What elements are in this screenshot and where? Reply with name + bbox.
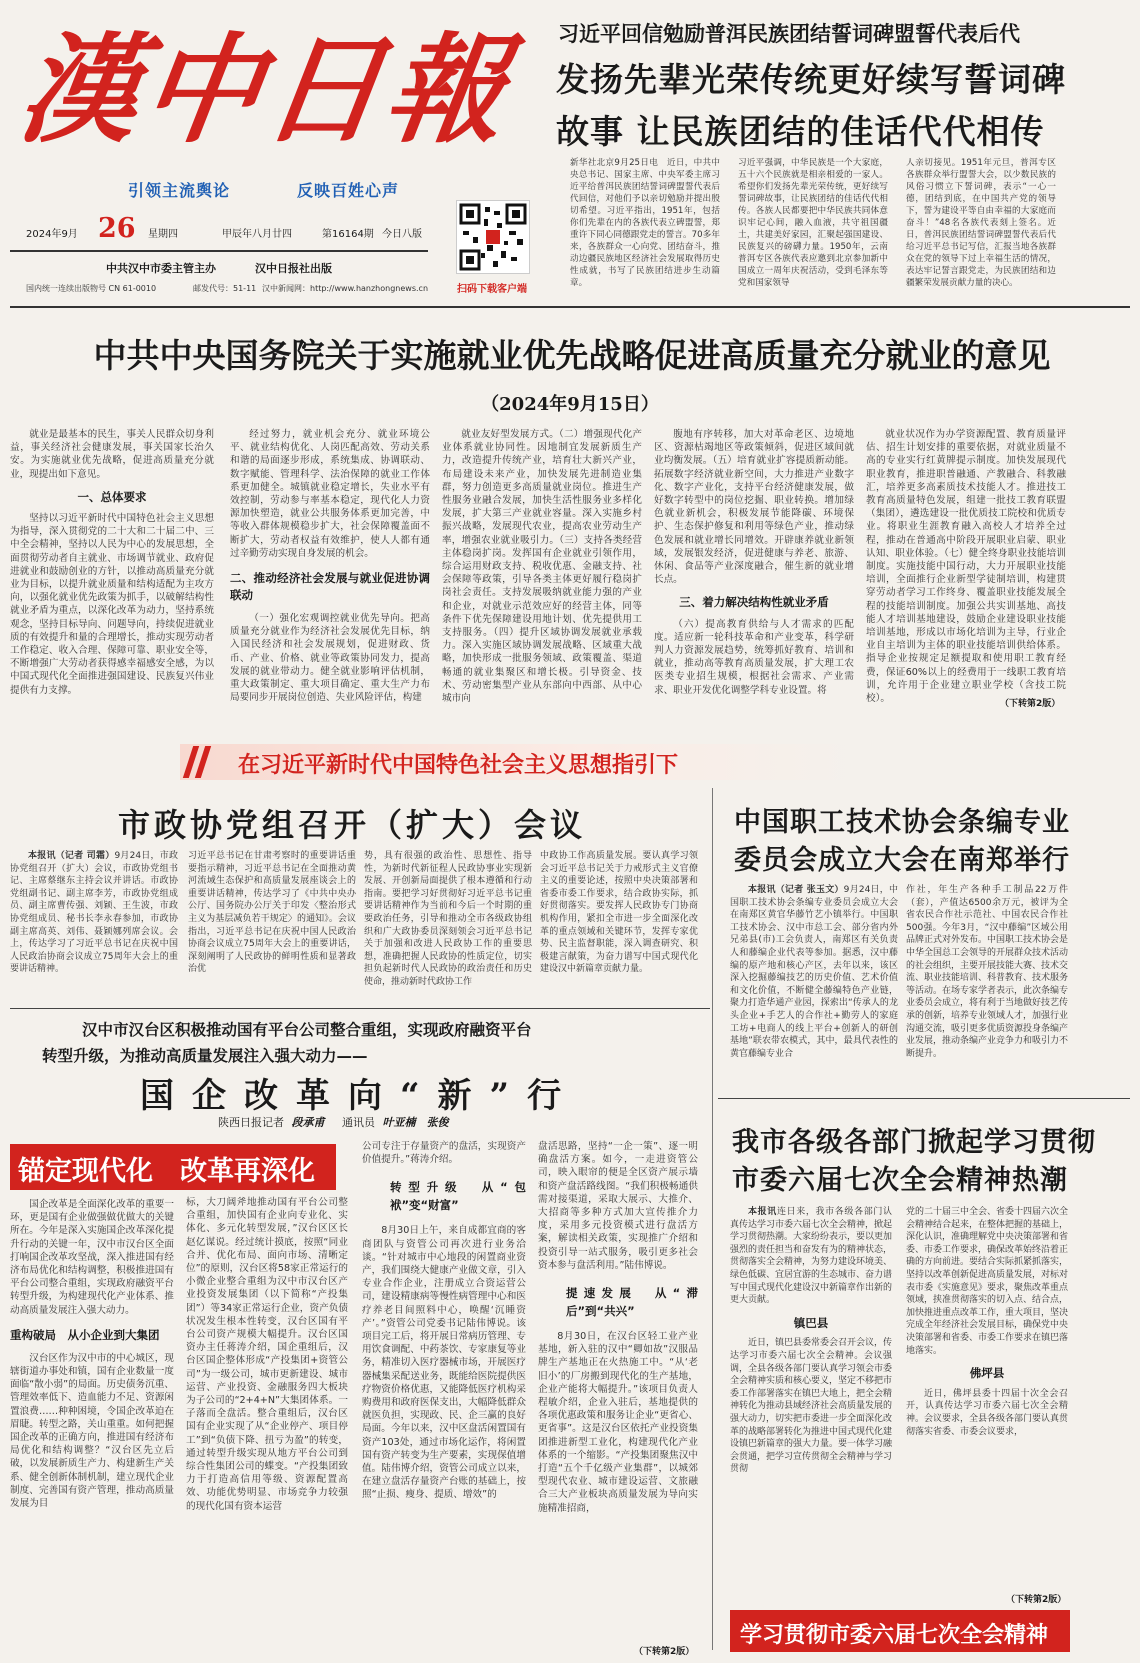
section-heading-1: 一、总体要求 bbox=[77, 489, 147, 504]
main-col-3 bbox=[442, 428, 642, 708]
main-col-5-body: 就业状况作为办学资源配置、教育质量评估、招生计划安排的重要依据，对就业质量不高的专业实行红黄牌提示制度。加快发展现代职业教育，推进职普融通、产教融合、科教融汇，培养更多高素质技术技能人才。推进技工教育高质量特色发展，组建一批技工教育联盟（集团），遴选建设一批优质技工院校和优质专业。将职业生涯教育融入高校人才培养全过程，推动在普通高中阶段开展职业启蒙、职业认知、职业体验。（七）健全终身职业技能培训制度。实施技能中国行动，大力开展职业技能培训，全面推行企业新型学徒制培训，构建贯穿劳动者学习工作终身、覆盖职业技能发展全程的技能培训制度。加强公共实训基地、高技能人才培训基地建设，鼓励企业建设职业技能培训基地，形成以市场化培训为主导，行业企业自主培训为主体的职业技能培训供给体系。指导企业按规定足额提取和使用职工教育经费，保证60%以上的经费用于一线职工教育培训，允许用于企业建立职业学校（含技工院校）。 bbox=[866, 429, 1066, 705]
soe-byline-name-2: 叶亚楠 张俊 bbox=[382, 1116, 449, 1129]
top-story-col-1: 新华社北京9月25日电 近日，中共中央总书记、国家主席、中央军委主席习近平给普洱民族团结誓词碑盟誓代表后代回信，对他们予以亲切勉励并提出殷切希望。习近平指出，1951年，包括你们先辈在内的各族代表立碑盟誓，郑重许下同心同德跟党走的誓言。70多年来，各族群众一心向党、团结奋斗，推动边疆民族地区经济社会发展取得历史性成就，书写了民族团结进步生动篇章。 bbox=[570, 158, 720, 288]
main-continued[interactable]: （下转第2版） bbox=[1000, 699, 1061, 709]
cppcc-col-3: 势，具有很强的政治性、思想性、指导性，为新时代新征程人民政协事业实现新发展、开创新局面提供了根本遵循和行动指南。要把学习好贯彻好习近平总书记重要讲话精神作为当前和今后一个时期的重要政治任务，引导和推动全市各级政协组织和广大政协委员深刻领会习近平总书记关于加强和改进人民政协工作的重要思想，准确把握人民政协的性质定位，切实担负起新时代人民政协的政治责任和历史使命，推动新时代政协工作 bbox=[364, 851, 532, 987]
cppcc-col-1-text: 9月24日，市政协党组召开（扩大）会议，市政协党组书记、主席蔡继东主持会议并讲话。市政协党组副书记、副主席李芳，市政协党组成员、副主席曹传强、刘颖、王生波，市政协党组成员、秘书长李永春参加，市政协副主席高英、刘伟、聂颖娜列席会议。会上，传达学习了习近平总书记在庆祝中国人民政治协商会议成立75周年大会上的重要讲话精神。 bbox=[10, 851, 178, 975]
main-date: （2024年9月15日） bbox=[481, 394, 659, 415]
main-col-4-body: 腹地有序转移，加大对革命老区、边境地区、资源枯竭地区等政策倾斜，促进区域间就业均衡发展。（五）培育就业扩容提质新动能。拓展数字经济就业新空间，大力推进产业数字化、数字产业化，支持平台经济健康发展，做好数字转型中的岗位挖掘、职业转换。增加绿色就业新机会，积极发展节能降碳、环境保护、生态保护修复和利用等绿色产业，推动绿色发展和就业增长同增效。开辟康养就业新领域，发展银发经济，促进健康与养老、旅游、休闲、食品等产业深度融合，催生新的就业增长点。 bbox=[654, 429, 854, 586]
main-col-2-body-b: （一）强化宏观调控就业优先导向。把高质量充分就业作为经济社会发展优先目标，纳入国民经济和社会发展规划，促进财政、货币、产业、价格、就业等政策协同发力，提高发展的就业带动力。健全就业影响评估机制，重大政策制定、重大项目确定、重大生产力布局要同步开展岗位创造、失业风险评估，构建 bbox=[230, 613, 430, 704]
soe-byline-name-1: 段承甫 bbox=[291, 1116, 325, 1129]
workers-headline-2: 委员会成立大会在南郑举行 bbox=[734, 845, 1070, 876]
issue-number: 第16164期 bbox=[322, 229, 374, 240]
workers-byline: 本报讯（记者 张玉文） bbox=[748, 885, 844, 895]
date-month: 2024年9月 bbox=[26, 229, 78, 240]
study-headline-1: 我市各级各部门掀起学习贯彻 bbox=[732, 1127, 1096, 1158]
top-story-col-3: 人亲切接见。1951年元旦，普洱专区各族群众举行盟誓大会，以少数民族的风俗习惯立下誓词碑，表示“一心一德，团结到底，在中国共产党的领导下，誓为建设平等自由幸福的大家庭而奋斗！”48名各族代表刻上签名。近日，普洱民族团结誓词碑盟誓代表后代给习近平总书记写信，汇报当地各族群众在党的领导下过上幸福生活的情况，表达牢记誓言跟党走，为民族团结和边疆繁荣发展贡献力量的决心。 bbox=[906, 158, 1056, 288]
soe-col-3-intro: 公司专注于存量资产的盘活，实现资产价值提升。”蒋涛介绍。 bbox=[362, 1141, 526, 1166]
soe-col-3-body: 8月30日上午，来自成都宜商的客商团队与资管公司再次进行业务洽谈。“针对城市中心地段的闲置商业资产，我们围绕大健康产业做文章，引入专业合作企业，注册成立合资运营公司，建设精康病等慢性病管理中心和医疗养老目间照料中心，唤醒‘沉睡资产’。”资管公司党委书记陆伟博说。该项目完工后，将开展日常病历管理、专用饮食调配、中药茶饮、专家康复等业务，精准切入医疗器械市场，开展医疗器械集采配送业务，既能给医院提供医疗物资价格优惠，又能降低医疗机构采购费用和政府医保支出，大幅降低群众就医负担，实现政、民、企三赢的良好局面。今年以来，汉中区盘活闲置国有资产103处，通过市场化运作，将闲置国有资产转变为生产要素，实现保值增值。陆伟博介绍，资管公司成立以来，在建立盘活存量资产台账的基础上，按照“止损、瘦身、提质、增效”的 bbox=[362, 1225, 526, 1501]
soe-section-heading-3: 提速发展 从“滞后”到“共兴” bbox=[566, 1286, 698, 1319]
newspaper-logo: 漢中日報 bbox=[11, 20, 519, 159]
soe-tag bbox=[10, 1144, 336, 1190]
qr-code-icon bbox=[457, 201, 529, 273]
workers-col-2: 作社，年生产各种手工制品22万件（套），产值达6500余万元，被评为全省农民合作社示范社、中国农民合作社500强。今年3月，“汉中藤编”区域公用品牌正式对外发布。中国职工技术协会是中华全国总工会领导的开展群众技术活动的社会组织，主要开展技能大赛、技术交流、职业技能培训、科普教育、技术服务等活动。在场专家学者表示，此次条编专业委员会成立，将有利于当地做好技艺传承的创新，培养专业领域人才，加强行业沟通交流，吸引更多优质资源投身条编产业发展，推动条编产业竞争力和吸引力不断提升。 bbox=[906, 885, 1069, 1059]
main-col-4 bbox=[654, 428, 854, 708]
study-headline-2: 市委六届七次全会精神热潮 bbox=[732, 1165, 1068, 1196]
main-col-2-body: 经过努力，就业机会充分、就业环境公平、就业结构优化、人岗匹配高效、劳动关系和谐的局面逐步形成，系统集成、协调联动、数字赋能、管理科学、法治保障的就业工作体系更加健全。城镇就业稳定增长，失业水平有效控制，劳动参与率基本稳定，现代化人力资源加快塑造，就业公共服务体系更加完善，中等收入群体规模稳步扩大，社会保障覆盖面不断扩大，劳动者权益有效维护，使人人都有通过辛勤劳动实现自身发展的机会。 bbox=[230, 429, 430, 559]
soe-section-heading-2: 转型升级 从“包袱”变“财富” bbox=[390, 1180, 526, 1213]
soe-section-heading-1: 重构破局 从小企业到大集团 bbox=[10, 1327, 160, 1342]
soe-continued[interactable]: （下转第2版） bbox=[634, 1647, 695, 1657]
slogan-left: 引领主流舆论 bbox=[128, 181, 231, 200]
banner-text: 在习近平新时代中国特色社会主义思想指引下 bbox=[238, 752, 679, 778]
cppcc-col-4: 中政协工作高质量发展。要认真学习领会习近平总书记关于力戒形式主义官僚主义的重要论述，按照中央决策部署和省委市委工作要求，结合政协实际，抓好贯彻落实。要发挥人民政协专门协商机构作用，紧扣全市进一步全面深化改革的重点领域和关键环节，发挥专家优势、民主监督职能，深入调查研究、积极建言献策，为奋力谱写中国式现代化建设汉中新篇章贡献力量。 bbox=[540, 851, 698, 975]
study-section-heading-1: 镇巴县 bbox=[793, 1315, 829, 1330]
workers-divider bbox=[718, 1098, 1130, 1099]
date-day: 26 bbox=[98, 213, 136, 244]
top-story-col-2: 习近平强调，中华民族是一个大家庭，五十六个民族就是相亲相爱的一家人。希望你们发扬先辈光荣传统，更好续写誓词碑故事，让民族团结的佳话代代相传。各族人民都要把中华民族共同体意识牢记心间，融入血液，共守祖国疆土，共建美好家园，汇聚起强国建设、民族复兴的磅礴力量。1950年，云南普洱专区各族代表应邀到北京参加新中国成立一周年庆祝活动，受到毛泽东等党和国家领导 bbox=[738, 158, 888, 288]
section-heading-3: 三、着力解决结构性就业矛盾 bbox=[679, 595, 829, 610]
date-line bbox=[26, 213, 446, 243]
postal-code: 邮发代号：51-11 bbox=[193, 284, 257, 293]
top-story bbox=[540, 10, 1132, 300]
cppcc-headline: 市政协党组召开（扩大）会议 bbox=[118, 806, 587, 844]
soe-byline-label-2: 通讯员 bbox=[342, 1116, 375, 1129]
main-headline: 中共中央国务院关于实施就业优先战略促进高质量充分就业的意见 bbox=[93, 336, 1051, 375]
soe-col-2 bbox=[186, 1196, 348, 1650]
study-byline: 本报讯 bbox=[748, 1207, 777, 1217]
workers-col-1-text: 9月24日，中国职工技术协会条编专业委员会成立大会在南郑区黄官华藤竹艺小镇举行。中国职工技术协会、汉中市总工会、部分省内外兄弟县(市)工会负责人，南郑区有关负责人和藤编企业代表等参加。据悉，汉中藤编的原产地和核心产区，去年以来，该区深入挖掘藤编技艺的历史价值、艺术价值和文化价值，不断健全藤编特色产业链，聚力打造华通产业园，探索出“传承人的龙头企业+手艺人的合作社+勤劳人的家庭工坊+电商人的线上平台+创新人的研创基地”联农带农模式，其中，最具代表性的黄官藤编专业合 bbox=[730, 885, 898, 1059]
study-continued[interactable]: （下转第2版） bbox=[1006, 1595, 1067, 1605]
soe-deck-2: 转型升级，为推动高质量发展注入强大动力—— bbox=[42, 1047, 368, 1065]
qr-label: 扫码下载客户端 bbox=[457, 284, 527, 295]
masthead-divider bbox=[10, 250, 428, 252]
main-col-1-intro: 就业是最基本的民生，事关人民群众切身利益，事关经济社会健康发展，事关国家长治久安。为实施就业优先战略，促进高质量充分就业，现提出如下意见。 bbox=[10, 429, 214, 480]
study-col-2-body: 党的二十届三中全会、省委十四届六次全会精神结合起来，在整体把握的基础上，深化认识，准确理解党中央决策部署和省委、市委工作要求，确保改革始终沿着正确的方向前进。要结合实际抓紧抓落实，坚持以改革创新促进高质量发展，对标对表市委《实施意见》要求，聚焦改革重点领域，挟准贯彻落实的切入点、结合点，加快推进重点改革工作，重大项目，坚决完成全年经济社会发展目标，确保党中央决策部署和省委、市委工作要求在镇巴落地落实。 bbox=[906, 1207, 1069, 1356]
soe-headline: 国企改革向“新”行 bbox=[140, 1076, 580, 1116]
soe-col-1-intro: 国企改革是全面深化改革的重要一环，更是国有企业做强做优做大的关键所在。今年是深入实施国企改革深化提升行动的关键一年，汉中市汉台区全面打响国企改革攻坚战，深入推进国有经济布局优化和结构调整，积极推进国有平台公司整合重组，实现政府融资平台转型升级，为构建现代化产业体系、推动高质量发展注入强大动力。 bbox=[10, 1199, 174, 1316]
top-story-headline-1: 发扬先辈光荣传统更好续写誓词碑 bbox=[556, 60, 1066, 99]
soe-col-1 bbox=[10, 1198, 174, 1650]
publisher-right: 汉中日报社出版 bbox=[255, 262, 332, 275]
soe-tag-text: 锚定现代化 改革再深化 bbox=[18, 1156, 315, 1187]
weekday: 星期四 bbox=[148, 229, 178, 240]
soe-col-4-intro: 盘活思路，坚持“一企一策”、逐一明确盘活方案。如今，一走进资管公司，映入眼帘的便是全区资产展示墙和资产盘活路线图。“我们积极畅通供需对接渠道，采取大展示、大推介、大招商等多种方式加大宣传推介力度，采用多元投资模式进行盘活方案，解读相关政策，实现推广介绍和投资引导一站式服务，吸引更多社会资本参与盘活利用。”陆伟博说。 bbox=[538, 1141, 698, 1271]
soe-byline-label-1: 陕西日报记者 bbox=[218, 1116, 284, 1129]
page-count: 今日八版 bbox=[382, 229, 422, 240]
main-col-1 bbox=[10, 428, 214, 708]
website: 汉中新闻网：http://www.hanzhongnews.cn bbox=[262, 284, 429, 293]
cppcc-byline: 本报讯（记者 司霜） bbox=[28, 851, 115, 861]
study-bottom-banner bbox=[730, 1610, 1070, 1652]
ideology-banner bbox=[180, 744, 860, 780]
main-col-4-body-b: （六）提高教育供给与人才需求的匹配度。适应新一轮科技革命和产业变革，科学研判人力资源发展趋势，统筹抓好教育、培训和就业，推动高等教育高质量发展，扩大理工农医类专业招生规模，根据社会需求、产业需求、职业开发优化调整学科专业设置。将 bbox=[654, 618, 854, 696]
lunar-date: 甲辰年八月廿四 bbox=[222, 229, 292, 240]
workers-col-1 bbox=[730, 884, 898, 1084]
cn-number: 国内统一连续出版物号 CN 61-0010 bbox=[26, 284, 157, 293]
study-col-1 bbox=[730, 1206, 892, 1602]
soe-col-4-body: 8月30日，在汉台区轻工业产业基地，新入驻的汉中“卿如故”汉服品牌生产基地正在火热施工中。“从‘老旧小’的厂房搬到现代化的生产基地，企业产能将大幅提升。”该项目负责人程敏介绍，企业入驻后，基地提供的各项优惠政策和服务让企业“更省心、更省事”。这是汉台区依托产业投资集团推进新型工业化，构建现代化产业体系的一个缩影。“产投集团聚焦汉中打造“五个千亿级产业集群”，以城郊型现代农业、城市建设运营、文旅融合三大产业板块高质量发展为导向实施精准招商， bbox=[538, 1331, 698, 1514]
cppcc-col-2: 习近平总书记在甘肃考察时的重要讲话重要指示精神，习近平总书记在全面推动黄河流域生态保护和高质量发展座谈会上的重要讲话精神，传达学习了《中共中央办公厅、国务院办公厅关于印发〈整治形式主义为基层减负若干规定〉的通知》。会议指出，习近平总书记在庆祝中国人民政治协商会议成立75周年大会上的重要讲话，深刻阐明了人民政协的鲜明性质和显著政治优 bbox=[188, 851, 356, 975]
study-col-1-body: 近日，镇巴县委常委会召开会议，传达学习市委六届七次全会精神。会议强调，全县各级各部门要认真学习领会市委全会精神实质和核心要义，坚定不移把市委工作部署落实在镇巴大地上，把全会精神转化为推动县域经济社会高质量发展的强大动力，切实把市委进一步全面深化改革的战略部署转化为推进中国式现代化建设镇巴新篇章的强大力量。要一体学习融会贯通，把学习宣传贯彻全会精神与学习贯彻 bbox=[730, 1338, 893, 1475]
soe-col-4 bbox=[538, 1140, 698, 1640]
top-story-headline-2: 故事 让民族团结的佳话代代相传 bbox=[556, 112, 1045, 151]
qr-code[interactable] bbox=[456, 200, 530, 274]
soe-col-2-body: 标，大刀阔斧地推动国有平台公司整合重组，加快国有企业向专业化、实体化、多元化转型发展，”汉台区区长赵亿谋说。经过统计摸底，按照“同业合并、优化布局、面向市场、清晰定位”的原则，汉台区将58家正常运行的小微企业整合重组为汉中市汉台区产业投资发展集团（以下简称“产投集团”）等34家正常运行企业，资产负债状况发生根本性转变，汉台区国有平台公司资产规模大幅提升。汉台区国资办主任蒋涛介绍，国企重组后，汉台区国企整体形成“产投集团+资管公司”为一级公司，城市更新建设、城市运营、产业投资、金融服务四大板块为子公司的“2+4+N”大集团体系。一子落而全盘活。整合重组后，汉台区国有企业实现了从“企业停产、项目停工”到“负债下降、扭亏为盈”的转变，通过转型升级实现从地方平台公司到综合性集团公司的蝶变。“产投集团致力于打造高信用等级、资源配置高效、功能优势明显、市场竞争力较强的现代化国有资本运营 bbox=[186, 1197, 348, 1512]
publisher-left: 中共汉中市委主管主办 bbox=[106, 262, 216, 275]
cppcc-col-1 bbox=[10, 850, 178, 995]
soe-byline bbox=[218, 1114, 449, 1130]
study-section-heading-2: 佛坪县 bbox=[969, 1366, 1005, 1381]
cppcc-divider bbox=[10, 1008, 710, 1009]
study-bottom-banner-text: 学习贯彻市委六届七次全会精神 bbox=[740, 1622, 1049, 1648]
main-col-2 bbox=[230, 428, 430, 708]
soe-col-3 bbox=[362, 1140, 526, 1650]
study-col-2 bbox=[906, 1206, 1068, 1592]
study-col-1-intro: 连日来，我市各级各部门认真传达学习市委六届七次全会精神，掀起学习贯彻热潮。大家纷纷表示，要以更加强烈的责任担当和奋发有为的精神状态，贯彻落实全会精神，为努力建设环境美、绿色低碳、宜居宜游的生态城市、奋力谱写中国式现代化建设汉中新篇章作出新的更大贡献。 bbox=[730, 1207, 893, 1306]
column-divider-right bbox=[712, 788, 713, 1650]
workers-headline-1: 中国职工技术协会条编专业 bbox=[734, 807, 1070, 838]
top-story-kicker: 习近平回信勉励普洱民族团结誓词碑盟誓代表后代 bbox=[558, 21, 1020, 46]
study-col-2-body-b: 近日，佛坪县委十四届十次全会召开，认真传达学习市委六届七次全会精神。会议要求，全县各级各部门要认真贯彻落实省委、市委会议要求， bbox=[906, 1388, 1069, 1437]
top-divider bbox=[10, 306, 1130, 308]
main-col-3-body: 就业友好型发展方式。（二）增强现代化产业体系就业协同性。因地制宜发展新质生产力，改造提升传统产业，培育壮大新兴产业，布局建设未来产业，加快发展先进制造业集群，努力创造更多高质量就业岗位。推进生产性服务业融合发展，加快生活性服务业多样化发展，扩大第三产业就业容量。深入实施乡村振兴战略，发展现代农业，提高农业劳动生产率，增强农业就业吸引力。（三）支持各类经营主体稳岗扩岗。发挥国有企业就业引领作用，综合运用财政支持、税收优惠、金融支持、社会保障等政策，引导各类主体更好履行稳岗扩岗社会责任。支持发展吸纳就业能力强的产业和企业，对就业示范效应好的经营主体，同等条件下优先保障建设用地计划、优先提供用工支持服务。（四）提升区域协调发展就业承载力。深入实施区域协调发展战略、区域重大战略，加快形成一批服务领域、政策覆盖、渠道畅通的就业集聚区和增长极。引导资金、技术、劳动密集型产业从东部向中西部、从中心城市向 bbox=[442, 429, 642, 705]
main-col-1-body: 坚持以习近平新时代中国特色社会主义思想为指导，深入贯彻党的二十大和二十届二中、三中全会精神，坚持以人民为中心的发展思想，全面贯彻劳动者自主就业、市场调节就业、政府促进就业和鼓励创业的方针，以推动高质量充分就业为目标，以提升就业质量和结构适配为主攻方向，以强化就业优先政策为抓手，以破解结构性就业矛盾为重点，以深化改革为动力，坚持系统观念，坚持目标导向、问题导向，持续促进就业质的有效提升和量的合理增长，推动实现劳动者工作稳定、收入合理、保障可靠、职业安全等，不断增强广大劳动者获得感幸福感安全感，为以中国式现代化全面推进强国建设、民族复兴伟业提供有力支撑。 bbox=[10, 513, 214, 696]
soe-col-1-body: 汉台区作为汉中市的中心城区，现辖街道办事处和镇，国有企业数量一度面临“散小弱”的局面。历史债务沉重、管理效率低下、造血能力不足、资源闲置浪费……种种困境，令国企改革迫在眉睫。转型之路，关山重重。如何把握国企改革的正确方向，推进国有经济布局优化和结构调整？“汉台区先立后破，以发展新质生产力、构建新生产关系、健全创新体制机制，建立现代企业制度、完善国有资产管理，推动高质量发展为目 bbox=[10, 1352, 174, 1510]
slogan-right: 反映百姓心声 bbox=[297, 181, 400, 200]
section-heading-2: 二、推动经济社会发展与就业促进协调联动 bbox=[230, 571, 430, 603]
soe-deck-1: 汉中市汉台区积极推动国有平台公司整合重组，实现政府融资平台 bbox=[82, 1021, 532, 1039]
